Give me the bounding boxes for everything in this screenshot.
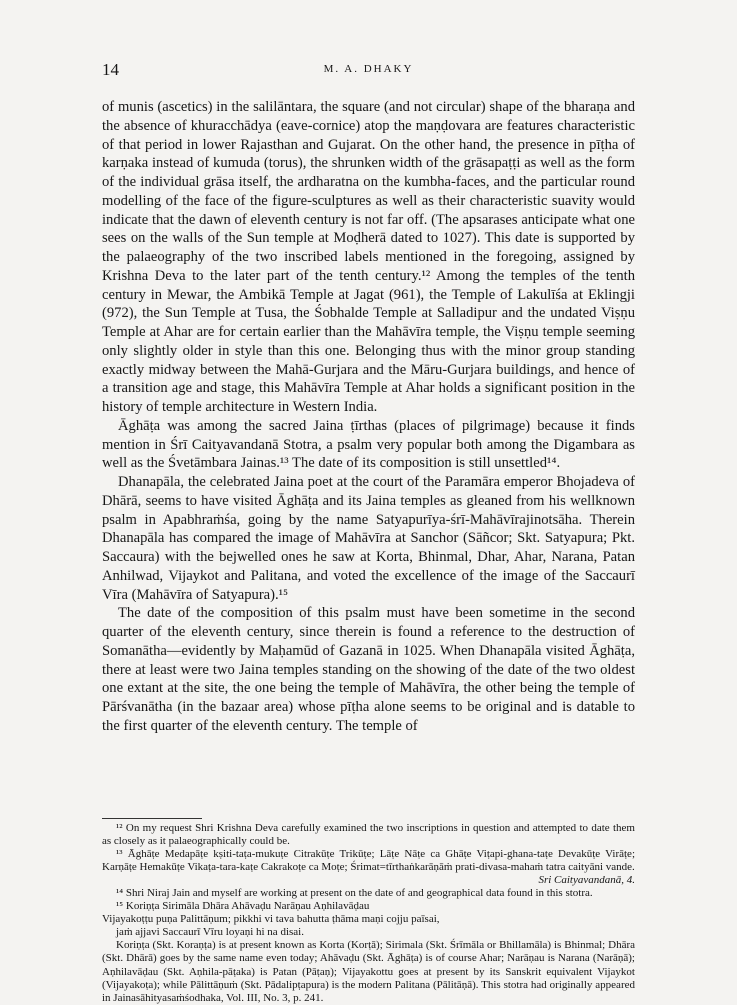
footnote-15-verse-3: jaṁ ajjavi Saccaurī Vīru loyaṇi hi na disai. [116,926,304,939]
footnote-13: ¹³ Āghāṭe Medapāṭe kṣiti-taṭa-mukuṭe Citrakūṭe Trikūṭe; Lāṭe Nāṭe ca Ghāṭe Viṭapi-ghana-taṭe Devakūṭe Virāṭe; Karṇāṭe Hemakūṭe Vikaṭa-tara-kaṭe Cakrakoṭe ca Moṭe; Śrimat=tīrthaṅkarāṇāṁ prati-divasa-mahaṁ tatra caityāni vande. [102,848,635,874]
main-text [102,98,635,736]
paragraph-4: The date of the composition of this psalm must have been sometime in the second quarter of the eleventh century, since therein is found a reference to the destruction of Somanātha—evidently by Maḥamūd of Gazanā in 1025. When Dhanapāla visited Āghāṭa, there at least were two Jaina temples standing on the showing of the date of the two oldest one extant at the site, the one being the temple of Mahāvīra, the other being the temple of Pārśvanātha (in the bazaar area) whose pīṭha alone seems to be original and is datable to the first quarter of the eleventh century. The temple of [102,605,635,734]
page-number: 14 [102,60,119,79]
paragraph-2: Āghāṭa was among the sacred Jaina ṭīrthas (places of pilgrimage) because it finds mention in Śrī Caityavandanā Stotra, a psalm very popular both among the Digambara as well as the Śvetāmbara Jainas.¹³ The date of its composition is still unsettled¹⁴. [102,417,635,472]
page-header [102,60,635,84]
footnote-12: ¹² On my request Shri Krishna Deva carefully examined the two inscriptions in question and attempted to date them as closely as it palaeographically could be. [102,822,635,848]
footnote-14: ¹⁴ Shri Niraj Jain and myself are working at present on the date of and geographical data found in this stotra. [116,887,593,900]
paragraph-1: of munis (ascetics) in the salilāntara, the square (and not circular) shape of the bharaṇa and the absence of khuracchādya (eave-cornice) atop the maṇḍovara are features characteristic of that period in lower Rajasthan and Gujarat. On the other hand, the presence in pīṭha of karṇaka instead of kumuda (torus), the shrunken width of the grāsapaṭṭi as well as the form of the individual grāsa itself, the ardharatna on the kumbha-faces, and the particular round modelling of the face of the figure-sculptures as well as their characteristic suavity would indicate that the dawn of eleventh century is not far off. (The apsarases anticipate what one sees on the walls of the Sun temple at Moḍherā dated to 1027). This date is supported by the palaeography of the two inscribed labels mentioned in the foregoing, assigned by Krishna Deva to the later part of the tenth century.¹² Among the temples of the tenth century in Mewar, the Ambikā Temple at Jagat (961), the Temple of Lakulīśa at Eklingji (972), the Sun Temple at Tusa, the Śobhalde Temple at Salladipur and the undated Viṣṇu Temple at Ahar are for certain earlier than the Mahāvīra temple, the Viṣṇu temple seeming only slightly older in style than this one. Belonging thus with the minor group standing exactly midway between the Mahā-Gurjara and the Māru-Gurjara buildings, and hence of a transition age and stage, this Mahāvīra Temple at Ahar holds a significant position in the history of temple architecture in Western India. [102,99,635,415]
footnote-rule [102,818,202,819]
running-head: M. A. DHAKY [323,63,414,75]
footnote-13-source: Sri Caityavandanā, 4. [538,874,635,887]
footnote-15-verse-2: Vijayakoṭṭu puṇa Palittāṇum; pikkhi vi tava bahutta ṭhāma maṇi cojju paīsai, [102,913,440,926]
footnotes [102,822,635,1005]
footnote-15-verse-1: ¹⁵ Koriṇṭa Sirimāla Dhāra Ahāvaḍu Narāṇau Aṇhilavāḍau [116,900,370,913]
paragraph-3: Dhanapāla, the celebrated Jaina poet at the court of the Paramāra emperor Bhojadeva of Dhārā, seems to have visited Āghāṭa and its Jaina temples as gleaned from his wellknown psalm in Apabhraṁśa, going by the name Satyapurīya-śrī-Mahāvīrajinotsāha. Therein Dhanapāla has compared the image of Mahāvīra at Sanchor (Sāñcor; Skt. Satyapura; Pkt. Saccaura) with the bejwelled ones he saw at Korta, Bhinmal, Dhar, Ahar, Narana, Patan Anhilwad, Vijaykot and Palitana, and voted the excellence of the image of the Saccaurī Vīra (Mahāvīra of Satyapura).¹⁵ [102,474,635,603]
footnote-15-commentary: Koriṇṭa (Skt. Koraṇṭa) is at present known as Korta (Korṭā); Sirimala (Skt. Śrīmāla or Bhillamāla) is Bhinmal; Dhāra (Skt. Dhārā) goes by the same name even today; Ahāvaḍu (Skt. Āghāṭa) is of course Ahar; Narāṇau is Narana (Narāṇā); Aṇhilavāḍau (Skt. Aṇhila-pāṭaka) is Patan (Pāṭaṇ); Vijayakottu goes at present by its Sanskrit equivalent Vijaykot (Vijayakoṭa); while Pālittāṇuṁ (Skt. Pādalipṭapura) is the modern Palitana (Pālitāṇā). This stotra had originally appeared in Jainasāhityasaṁśodhaka, Vol. III, No. 3, p. 241. [102,939,635,1004]
